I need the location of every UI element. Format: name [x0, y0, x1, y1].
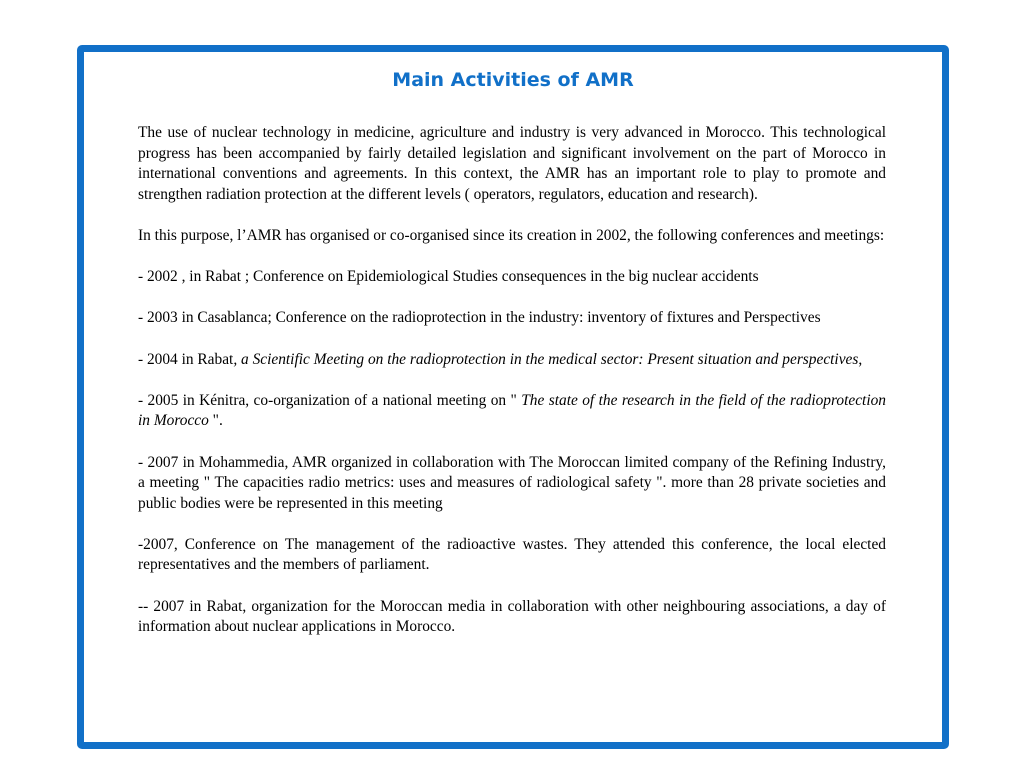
activity-2005 [138, 391, 886, 432]
activity-2002 [138, 267, 886, 288]
activity-2004-italic: , a Scientific Meeting on the radioprotection in the medical sector: Present situation and perspectives [233, 350, 859, 368]
purpose-text: In this purpose, l’AMR has organised or co-organised since its creation in 2002, the following conferences and meetings: [138, 226, 885, 244]
activity-2004 [138, 350, 886, 371]
activity-2004-lead: - 2004 in Rabat [138, 350, 234, 368]
activity-2005-tail: ". [208, 412, 223, 430]
activity-2004-tail: , [858, 350, 863, 368]
activity-2007-wastes [138, 535, 886, 576]
activity-2005-lead: - 2005 in Kénitra, co-organization of a national meeting on " [138, 391, 522, 409]
activity-2007-mohammedia [138, 453, 886, 515]
intro-text: The use of nuclear technology in medicine, agriculture and industry is very advanced in Morocco. This technological progress has been accompanied by fairly detailed legislation and significant involvement on the part of Morocco in international conventions and agreements. In this context, the AMR has an important role to play to promote and strengthen radiation protection at the different levels ( operators, regulators, education and research). [138, 124, 886, 203]
activity-2002-text: - 2002 , in Rabat ; Conference on Epidemiological Studies consequences in the big nuclear accidents [138, 268, 759, 286]
activity-2007-mohammedia-text: - 2007 in Mohammedia, AMR organized in collaboration with The Moroccan limited company of the Refining Industry, a meeting " The capacities radio metrics: uses and measures of radiological safety ". more than 28 private societies and public bodies were be represented in this meeting [138, 453, 886, 512]
activity-2007-media [138, 597, 886, 638]
slide-frame [77, 45, 949, 749]
activity-2005-italic: The state of the research in the field of the radioprotection in Morocco [138, 391, 886, 430]
activity-2003 [138, 308, 886, 329]
intro-paragraph [138, 123, 886, 205]
activity-2007-media-text: -- 2007 in Rabat, organization for the Moroccan media in collaboration with other neighbouring associations, a day of information about nuclear applications in Morocco. [138, 597, 886, 636]
activity-2003-text: - 2003 in Casablanca; Conference on the radioprotection in the industry: inventory of fixtures and Perspectives [138, 309, 821, 327]
slide-title: Main Activities of AMR [392, 69, 634, 91]
purpose-paragraph [138, 226, 886, 247]
activity-2007-wastes-text: -2007, Conference on The management of the radioactive wastes. They attended this conference, the local elected representatives and the members of parliament. [138, 535, 886, 574]
slide-body [138, 123, 886, 638]
